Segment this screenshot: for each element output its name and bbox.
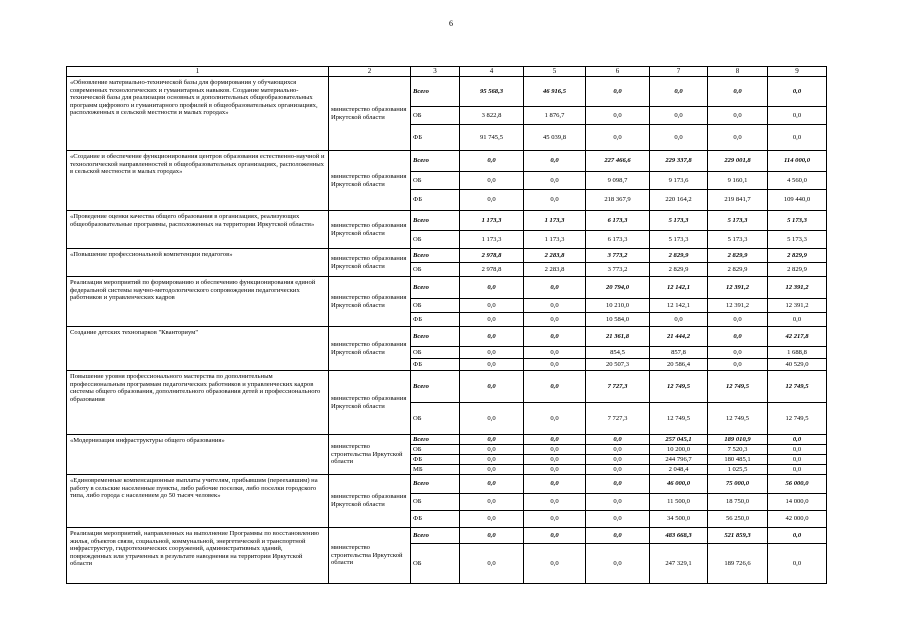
page-number: 6	[449, 19, 453, 28]
amount-cell: 5 173,3	[768, 231, 827, 249]
column-number-8: 8	[708, 67, 768, 77]
funding-source: Всего	[411, 151, 460, 172]
funding-source: Всего	[411, 277, 460, 299]
table-row	[67, 528, 827, 544]
amount-cell: 1 173,3	[460, 211, 524, 231]
amount-cell: 3 773,2	[586, 249, 650, 263]
column-number-7: 7	[650, 67, 708, 77]
amount-cell: 0,0	[460, 544, 524, 584]
amount-cell: 0,0	[768, 528, 827, 544]
amount-cell: 0,0	[524, 277, 586, 299]
amount-cell: 0,0	[524, 494, 586, 511]
amount-cell: 10 200,0	[650, 445, 708, 455]
amount-cell: 10 584,0	[586, 313, 650, 327]
amount-cell: 0,0	[460, 445, 524, 455]
amount-cell: 21 444,2	[650, 327, 708, 347]
funding-source: ОБ	[411, 445, 460, 455]
column-number-2: 2	[329, 67, 411, 77]
amount-cell: 42 000,0	[768, 511, 827, 528]
funding-source: ОБ	[411, 494, 460, 511]
measure-description: Реализация мероприятий по формированию и обеспечению функционирования единой федеральной системы научно-методологического сопровождения педагогических работников и управленческих кадров	[67, 277, 329, 327]
column-number-9: 9	[768, 67, 827, 77]
amount-cell: 0,0	[460, 511, 524, 528]
amount-cell: 12 749,5	[650, 403, 708, 435]
amount-cell: 12 749,5	[708, 371, 768, 403]
amount-cell: 46 916,5	[524, 77, 586, 107]
amount-cell: 227 466,6	[586, 151, 650, 172]
table-row	[67, 77, 827, 107]
amount-cell: 5 173,3	[650, 231, 708, 249]
amount-cell: 7 727,3	[586, 403, 650, 435]
amount-cell: 0,0	[768, 544, 827, 584]
amount-cell: 0,0	[460, 172, 524, 190]
amount-cell: 0,0	[524, 435, 586, 445]
amount-cell: 0,0	[460, 151, 524, 172]
amount-cell: 0,0	[768, 107, 827, 125]
amount-cell: 0,0	[524, 403, 586, 435]
amount-cell: 3 822,8	[460, 107, 524, 125]
amount-cell: 220 164,2	[650, 190, 708, 211]
responsible-executor: министерство образования Иркутской области	[329, 211, 411, 249]
amount-cell: 0,0	[708, 125, 768, 151]
funding-source: ОБ	[411, 403, 460, 435]
amount-cell: 5 173,3	[708, 211, 768, 231]
funding-source: ФБ	[411, 190, 460, 211]
amount-cell: 3 773,2	[586, 263, 650, 277]
amount-cell: 0,0	[768, 77, 827, 107]
amount-cell: 2 283,8	[524, 249, 586, 263]
funding-source: Всего	[411, 77, 460, 107]
amount-cell: 6 173,3	[586, 231, 650, 249]
amount-cell: 0,0	[650, 313, 708, 327]
amount-cell: 12 391,2	[708, 277, 768, 299]
amount-cell: 0,0	[460, 435, 524, 445]
amount-cell: 0,0	[460, 347, 524, 359]
table-row	[67, 475, 827, 494]
amount-cell: 2 048,4	[650, 465, 708, 475]
funding-source: ОБ	[411, 299, 460, 313]
responsible-executor: министерство образования Иркутской области	[329, 475, 411, 528]
amount-cell: 1 173,3	[524, 231, 586, 249]
amount-cell: 0,0	[708, 107, 768, 125]
amount-cell: 0,0	[524, 528, 586, 544]
amount-cell: 2 283,8	[524, 263, 586, 277]
funding-source: Всего	[411, 475, 460, 494]
amount-cell: 0,0	[460, 403, 524, 435]
measure-description: «Модернизация инфраструктуры общего образования»	[67, 435, 329, 475]
responsible-executor: министерство образования Иркутской области	[329, 249, 411, 277]
amount-cell: 0,0	[768, 125, 827, 151]
funding-source: ФБ	[411, 313, 460, 327]
amount-cell: 0,0	[460, 455, 524, 465]
amount-cell: 0,0	[650, 77, 708, 107]
measure-description: «Создание и обеспечение функционирования центров образования естественно-научной и технологической направленностей в общеобразовательных организациях, расположенных в сельской местности и малых городах»	[67, 151, 329, 211]
amount-cell: 229 001,8	[708, 151, 768, 172]
amount-cell: 2 978,8	[460, 249, 524, 263]
funding-source: ОБ	[411, 347, 460, 359]
amount-cell: 1 173,3	[460, 231, 524, 249]
funding-source: Всего	[411, 528, 460, 544]
amount-cell: 1 876,7	[524, 107, 586, 125]
measure-description: «Проведение оценки качества общего образования в организациях, реализующих общеобразовательные программы, расположенных на территории Иркутской области»	[67, 211, 329, 249]
amount-cell: 1 173,3	[524, 211, 586, 231]
amount-cell: 247 329,1	[650, 544, 708, 584]
amount-cell: 12 391,2	[768, 277, 827, 299]
responsible-executor: министерство образования Иркутской области	[329, 77, 411, 151]
amount-cell: 14 000,0	[768, 494, 827, 511]
amount-cell: 0,0	[708, 327, 768, 347]
amount-cell: 0,0	[586, 544, 650, 584]
amount-cell: 12 391,2	[768, 299, 827, 313]
budget-table	[66, 66, 827, 584]
amount-cell: 0,0	[524, 445, 586, 455]
amount-cell: 0,0	[768, 455, 827, 465]
table-header-row	[67, 67, 827, 77]
funding-source: МБ	[411, 465, 460, 475]
amount-cell: 0,0	[460, 465, 524, 475]
amount-cell: 12 749,5	[768, 371, 827, 403]
amount-cell: 56 250,0	[708, 511, 768, 528]
amount-cell: 5 173,3	[708, 231, 768, 249]
amount-cell: 483 668,3	[650, 528, 708, 544]
amount-cell: 2 829,9	[708, 263, 768, 277]
amount-cell: 0,0	[524, 190, 586, 211]
amount-cell: 0,0	[460, 528, 524, 544]
funding-source: ОБ	[411, 107, 460, 125]
responsible-executor: министерство образования Иркутской области	[329, 277, 411, 327]
amount-cell: 4 560,0	[768, 172, 827, 190]
funding-source: Всего	[411, 327, 460, 347]
funding-source: ФБ	[411, 455, 460, 465]
amount-cell: 40 529,0	[768, 359, 827, 371]
measure-description: Создание детских технопарков "Кванториум"	[67, 327, 329, 371]
amount-cell: 189 010,9	[708, 435, 768, 445]
amount-cell: 7 520,3	[708, 445, 768, 455]
amount-cell: 20 586,4	[650, 359, 708, 371]
amount-cell: 6 173,3	[586, 211, 650, 231]
amount-cell: 0,0	[768, 445, 827, 455]
amount-cell: 2 829,9	[768, 249, 827, 263]
amount-cell: 2 829,9	[650, 249, 708, 263]
amount-cell: 12 142,1	[650, 299, 708, 313]
amount-cell: 10 210,0	[586, 299, 650, 313]
amount-cell: 0,0	[708, 313, 768, 327]
amount-cell: 11 500,0	[650, 494, 708, 511]
amount-cell: 0,0	[524, 313, 586, 327]
amount-cell: 257 045,1	[650, 435, 708, 445]
funding-source: ОБ	[411, 231, 460, 249]
funding-source: Всего	[411, 211, 460, 231]
amount-cell: 2 829,9	[768, 263, 827, 277]
amount-cell: 91 745,5	[460, 125, 524, 151]
amount-cell: 0,0	[524, 299, 586, 313]
amount-cell: 244 796,7	[650, 455, 708, 465]
amount-cell: 0,0	[460, 277, 524, 299]
funding-source: Всего	[411, 371, 460, 403]
amount-cell: 0,0	[708, 359, 768, 371]
amount-cell: 0,0	[460, 359, 524, 371]
responsible-executor: министерство образования Иркутской области	[329, 371, 411, 435]
amount-cell: 0,0	[586, 445, 650, 455]
amount-cell: 0,0	[460, 475, 524, 494]
amount-cell: 0,0	[586, 435, 650, 445]
amount-cell: 0,0	[586, 77, 650, 107]
amount-cell: 7 727,3	[586, 371, 650, 403]
table-row	[67, 211, 827, 231]
amount-cell: 46 000,0	[650, 475, 708, 494]
funding-source: Всего	[411, 249, 460, 263]
amount-cell: 1 025,5	[708, 465, 768, 475]
amount-cell: 12 749,5	[650, 371, 708, 403]
amount-cell: 0,0	[524, 371, 586, 403]
amount-cell: 2 978,8	[460, 263, 524, 277]
funding-source: ОБ	[411, 263, 460, 277]
amount-cell: 0,0	[460, 313, 524, 327]
amount-cell: 189 726,6	[708, 544, 768, 584]
table-row	[67, 249, 827, 263]
amount-cell: 0,0	[586, 465, 650, 475]
amount-cell: 0,0	[524, 359, 586, 371]
amount-cell: 42 217,8	[768, 327, 827, 347]
table-row	[67, 371, 827, 403]
amount-cell: 0,0	[708, 77, 768, 107]
amount-cell: 218 367,9	[586, 190, 650, 211]
measure-description: Реализация мероприятий, направленных на выполнение Программы по восстановлению жилья, объектов связи, социальной, коммунальной, энергетической и транспортной инфраструктур, гидротехнических сооружений, административных зданий, поврежденных или утраченных в результате наводнения на территории Иркутской области	[67, 528, 329, 584]
amount-cell: 9 160,1	[708, 172, 768, 190]
amount-cell: 180 485,1	[708, 455, 768, 465]
funding-source: Всего	[411, 435, 460, 445]
amount-cell: 1 688,8	[768, 347, 827, 359]
amount-cell: 45 039,8	[524, 125, 586, 151]
amount-cell: 0,0	[650, 107, 708, 125]
amount-cell: 229 337,8	[650, 151, 708, 172]
responsible-executor: министерство образования Иркутской области	[329, 327, 411, 371]
table-row	[67, 435, 827, 445]
funding-source: ОБ	[411, 544, 460, 584]
amount-cell: 56 000,0	[768, 475, 827, 494]
amount-cell: 0,0	[524, 475, 586, 494]
amount-cell: 5 173,3	[768, 211, 827, 231]
measure-description: Повышение уровня профессионального мастерства по дополнительным профессиональным программам педагогических работников и управленческих кадров системы общего образования, дополнительного образования детей и профессионального образования	[67, 371, 329, 435]
amount-cell: 0,0	[524, 327, 586, 347]
amount-cell: 0,0	[524, 544, 586, 584]
table-row	[67, 151, 827, 172]
amount-cell: 0,0	[586, 494, 650, 511]
amount-cell: 219 841,7	[708, 190, 768, 211]
amount-cell: 0,0	[460, 299, 524, 313]
amount-cell: 20 794,0	[586, 277, 650, 299]
amount-cell: 0,0	[650, 125, 708, 151]
amount-cell: 34 500,0	[650, 511, 708, 528]
amount-cell: 5 173,3	[650, 211, 708, 231]
amount-cell: 0,0	[524, 347, 586, 359]
amount-cell: 521 859,3	[708, 528, 768, 544]
column-number-4: 4	[460, 67, 524, 77]
amount-cell: 20 507,3	[586, 359, 650, 371]
amount-cell: 95 568,3	[460, 77, 524, 107]
amount-cell: 0,0	[768, 465, 827, 475]
amount-cell: 2 829,9	[708, 249, 768, 263]
column-number-5: 5	[524, 67, 586, 77]
measure-description: «Повышение профессиональной компетенции педагогов»	[67, 249, 329, 277]
amount-cell: 109 440,0	[768, 190, 827, 211]
amount-cell: 2 829,9	[650, 263, 708, 277]
funding-source: ФБ	[411, 125, 460, 151]
amount-cell: 0,0	[460, 327, 524, 347]
funding-source: ФБ	[411, 359, 460, 371]
measure-description: «Обновление материально-технической базы для формирования у обучающихся современных технологических и гуманитарных навыков. Создание материально-технической базы для реализации основных и дополнительных общеобразовательных программ цифрового и гуманитарного профилей в общеобразовательных организациях, расположенных в сельской местности и малых городах»	[67, 77, 329, 151]
table-row	[67, 277, 827, 299]
amount-cell: 854,5	[586, 347, 650, 359]
amount-cell: 0,0	[586, 475, 650, 494]
amount-cell: 0,0	[586, 125, 650, 151]
amount-cell: 18 750,0	[708, 494, 768, 511]
amount-cell: 0,0	[768, 313, 827, 327]
amount-cell: 0,0	[524, 511, 586, 528]
amount-cell: 0,0	[524, 151, 586, 172]
amount-cell: 0,0	[460, 371, 524, 403]
responsible-executor: министерство строительства Иркутской области	[329, 528, 411, 584]
funding-source: ОБ	[411, 172, 460, 190]
amount-cell: 0,0	[586, 107, 650, 125]
amount-cell: 0,0	[524, 455, 586, 465]
amount-cell: 0,0	[586, 511, 650, 528]
amount-cell: 857,8	[650, 347, 708, 359]
amount-cell: 9 098,7	[586, 172, 650, 190]
funding-source: ФБ	[411, 511, 460, 528]
measure-description: «Единовременные компенсационные выплаты учителям, прибывшим (переехавшим) на работу в сельские населенные пункты, либо рабочие поселки, либо поселки городского типа, либо города с населением до 50 тысяч человек»	[67, 475, 329, 528]
amount-cell: 0,0	[708, 347, 768, 359]
table-row	[67, 327, 827, 347]
amount-cell: 12 749,5	[708, 403, 768, 435]
amount-cell: 0,0	[768, 435, 827, 445]
amount-cell: 0,0	[460, 494, 524, 511]
amount-cell: 12 749,5	[768, 403, 827, 435]
responsible-executor: министерство образования Иркутской области	[329, 151, 411, 211]
column-number-6: 6	[586, 67, 650, 77]
amount-cell: 0,0	[524, 172, 586, 190]
amount-cell: 0,0	[460, 190, 524, 211]
amount-cell: 0,0	[586, 528, 650, 544]
column-number-1: 1	[67, 67, 329, 77]
amount-cell: 0,0	[524, 465, 586, 475]
amount-cell: 0,0	[586, 455, 650, 465]
amount-cell: 12 391,2	[708, 299, 768, 313]
amount-cell: 12 142,1	[650, 277, 708, 299]
amount-cell: 75 000,0	[708, 475, 768, 494]
amount-cell: 114 000,0	[768, 151, 827, 172]
responsible-executor: министерство строительства Иркутской области	[329, 435, 411, 475]
amount-cell: 21 361,8	[586, 327, 650, 347]
column-number-3: 3	[411, 67, 460, 77]
amount-cell: 9 173,6	[650, 172, 708, 190]
